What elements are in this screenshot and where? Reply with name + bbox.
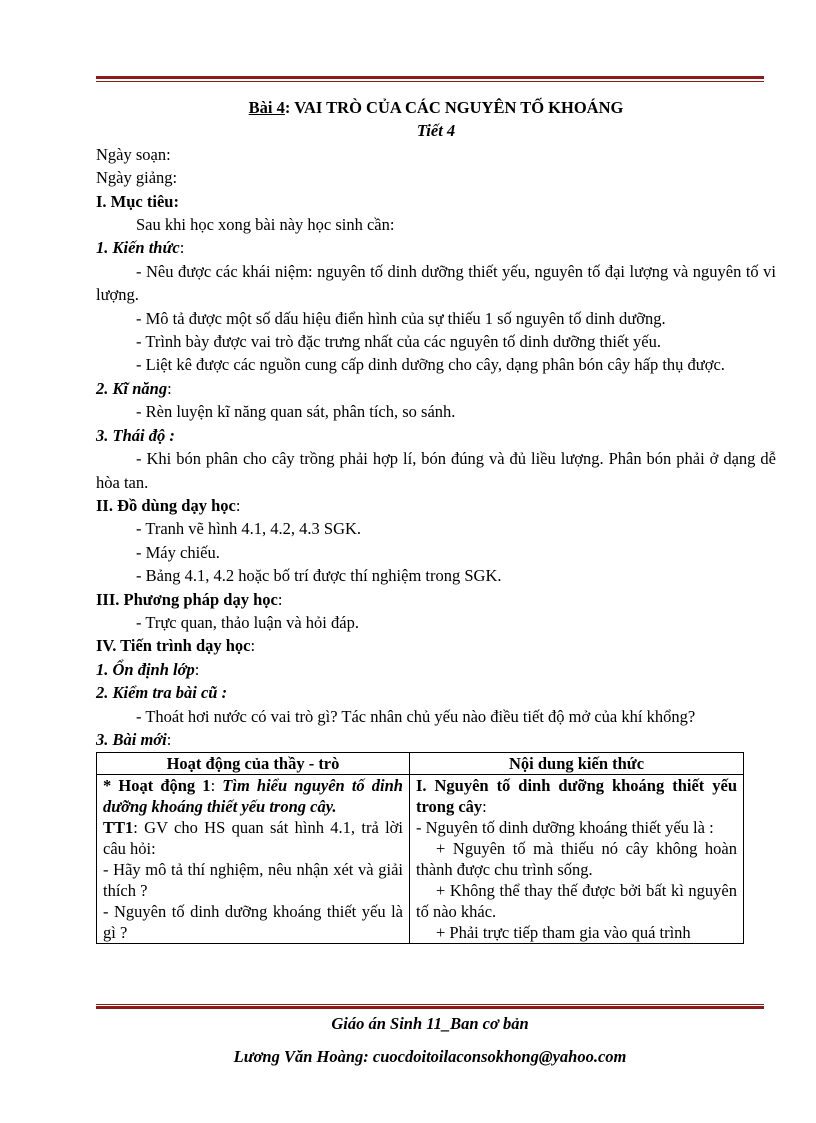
table-cell-right [410,775,744,944]
attitude-heading: 3. Thái độ : [96,425,175,445]
lesson-title: Bài 4: VAI TRÒ CỦA CÁC NGUYÊN TỐ KHOÁNG [248,98,624,117]
materials-item: - Tranh vẽ hình 4.1, 4.2, 4.3 SGK. [136,519,362,539]
knowledge-item: - Trình bày được vai trò đặc trưng nhất của các nguyên tố dinh dưỡng thiết yếu. [136,332,661,352]
content-point: + Nguyên tố mà thiếu nó cây không hoàn thành được chu trình sống. [416,839,737,880]
tt1: TT1: GV cho HS quan sát hình 4.1, trả lời câu hỏi: [103,818,403,859]
materials-heading: II. Đồ dùng dạy học: [96,495,241,515]
skills-item: - Rèn luyện kĩ năng quan sát, phân tích, so sánh. [136,402,456,422]
knowledge-item: - Mô tả được một số dấu hiệu điển hình của sự thiếu 1 số nguyên tố dinh dưỡng. [136,308,666,328]
table-header-left: Hoạt động của thầy - trò [97,753,410,775]
content-point: + Phải trực tiếp tham gia vào quá trình [436,923,691,943]
activity-1: * Hoạt động 1: Tìm hiểu nguyên tố dinh dưỡng khoáng thiết yếu trong cây. [103,776,403,817]
objectives-intro: Sau khi học xong bài này học sinh cần: [136,215,395,235]
lesson-label: Bài 4 [248,98,285,117]
content-heading: I. Nguyên tố dinh dưỡng khoáng thiết yếu trong cây: [416,776,737,817]
lesson-period: Tiết 4 [416,121,456,141]
methods-heading: III. Phương pháp dạy học: [96,589,283,609]
process-heading: IV. Tiến trình dạy học: [96,636,256,656]
footer-author: Lương Văn Hoàng: cuocdoitoilaconsokhong@yahoo.com [233,1047,627,1066]
content-definition: - Nguyên tố dinh dưỡng khoáng thiết yếu là : [416,818,714,838]
materials-item: - Bảng 4.1, 4.2 hoặc bố trí được thí nghiệm trong SGK. [136,566,502,586]
content-point: + Không thể thay thế được bởi bất kì nguyên tố nào khác. [416,881,737,922]
table-cell-left [97,775,410,944]
objectives-heading: I. Mục tiêu: [96,191,179,211]
bottom-rule [96,1006,764,1009]
knowledge-heading: 1. Kiến thức: [96,238,185,258]
document-body [96,96,776,944]
top-rule [96,76,764,79]
question-2: - Nguyên tố dinh dưỡng khoáng thiết yếu là gì ? [103,902,403,943]
footer-course: Giáo án Sinh 11_Ban cơ bản [331,1014,529,1033]
process-step-1: 1. Ổn định lớp: [96,659,200,679]
top-rule-thin [96,81,764,82]
question-1: - Hãy mô tả thí nghiệm, nêu nhận xét và giải thích ? [103,860,403,901]
methods-item: - Trực quan, thảo luận và hỏi đáp. [136,612,359,632]
process-step-2: 2. Kiểm tra bài cũ : [96,683,228,703]
skills-heading: 2. Kĩ năng: [96,378,172,398]
process-step-2-question: - Thoát hơi nước có vai trò gì? Tác nhân chủ yếu nào điều tiết độ mở của khí khổng? [136,706,696,726]
bottom-rule-thin [96,1004,764,1005]
knowledge-item: - Nêu được các khái niệm: nguyên tố dinh dưỡng thiết yếu, nguyên tố đại lượng và nguyên tố vi lượng. [96,261,776,305]
knowledge-item: - Liệt kê được các nguồn cung cấp dinh dưỡng cho cây, dạng phân bón cây hấp thụ được. [136,355,725,375]
process-step-3: 3. Bài mới: [96,729,172,749]
lesson-table [96,752,744,944]
table-header-right: Nội dung kiến thức [410,753,744,775]
teach-date: Ngày giảng: [96,168,178,188]
materials-item: - Máy chiếu. [136,542,220,562]
attitude-item: - Khi bón phân cho cây trồng phải hợp lí, bón đúng và đủ liều lượng. Phân bón phải ở dạng dễ hòa tan. [96,449,776,492]
prep-date: Ngày soạn: [96,144,171,164]
